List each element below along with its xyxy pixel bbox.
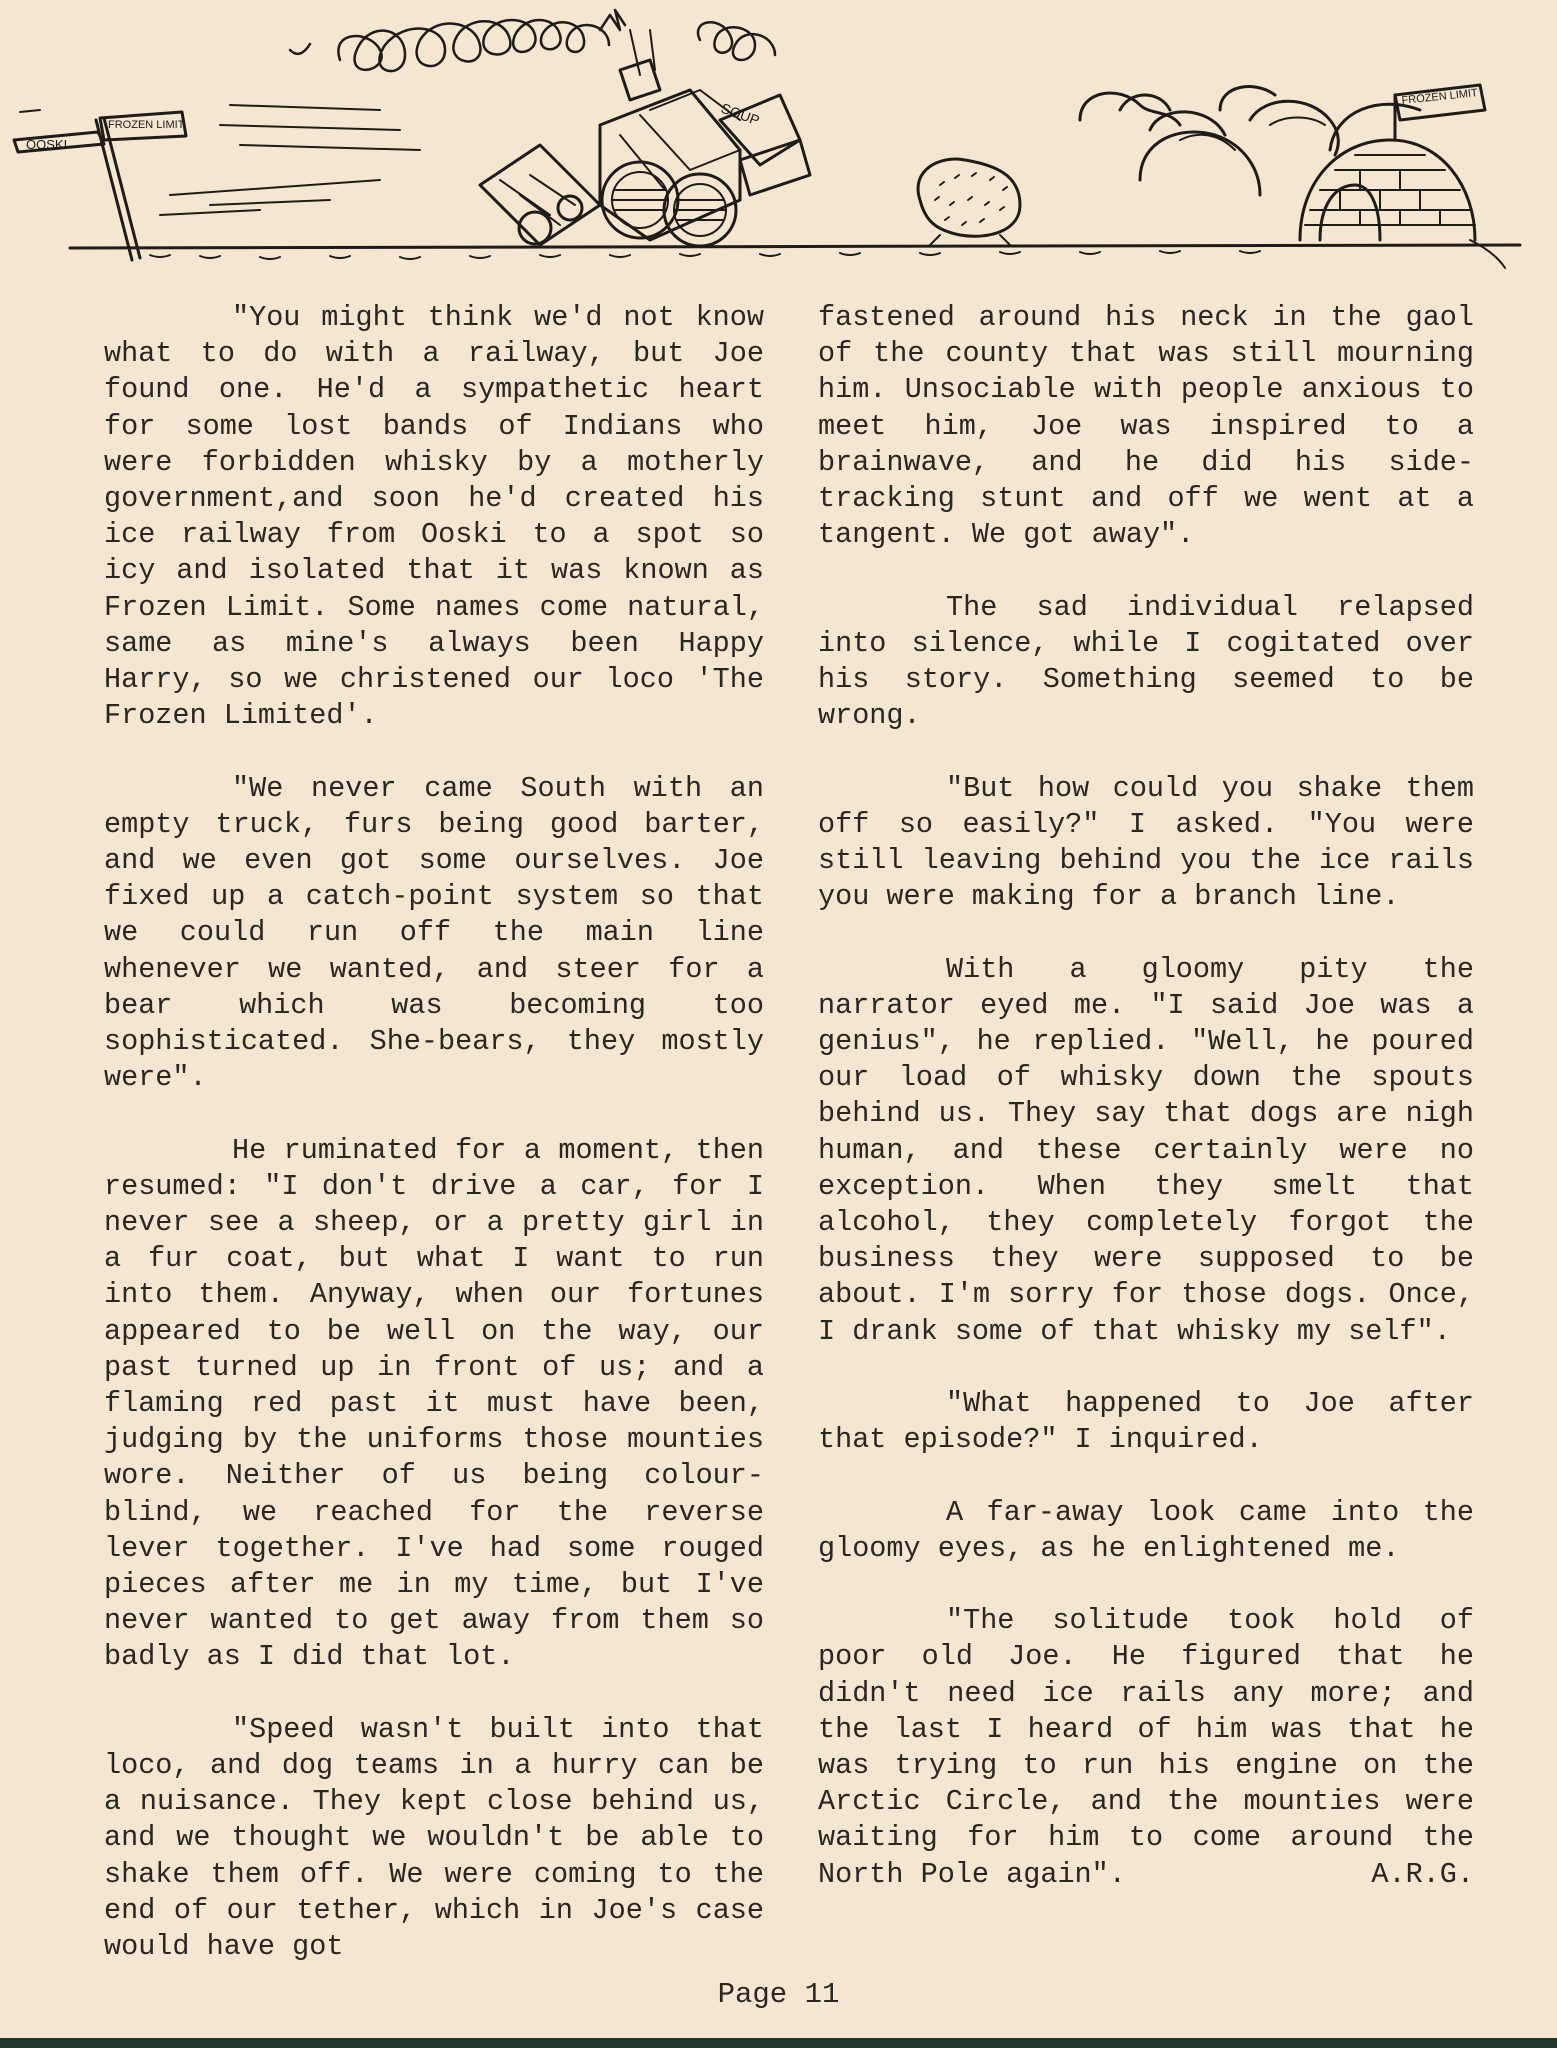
igloos — [1080, 85, 1505, 268]
ground-line — [70, 245, 1520, 259]
page-number: Page 11 — [717, 1978, 840, 2011]
right-column — [818, 300, 1474, 1929]
right-paragraph-1: The sad individual relapsed into silence, while I cogitated over his story. Something seemed to be wrong. — [818, 590, 1474, 733]
left-column — [104, 300, 764, 2001]
right-paragraph-5: A far-away look came into the gloomy eyes, as he enlightened me. — [818, 1495, 1474, 1565]
left-paragraph-2: "We never came South with an empty truck, furs being good barter, and we even got some ourselves. Joe fixed up a catch-point system so that we could run off the main line whenever we wanted, and steer for a bear which was becoming too sophisticated. She-bears, they mostly were". — [104, 771, 764, 1095]
header-illustration — [0, 0, 1557, 290]
right-paragraph-lead: fastened around his neck in the gaol of the county that was still mourning him. Unsociable with people anxious to meet him, Joe was inspired to a brainwave, and he did his side-tracking stunt and off we went at a tangent. We got away". — [818, 301, 1474, 552]
bottom-edge — [0, 2038, 1557, 2048]
right-paragraph-2: "But how could you shake them off so easily?" I asked. "You were still leaving behind you the ice rails you were making for a branch line. — [818, 771, 1474, 914]
bear-creature — [918, 159, 1020, 245]
left-paragraph-1: "You might think we'd not know what to do with a railway, but Joe found one. He'd a sympathetic heart for some lost bands of Indians who were forbidden whisky by a motherly government,and soon he'd created his ice railway from Ooski to a spot so icy and isolated that it was known as Frozen Limit. Some names come natural, same as mine's always been Happy Harry, so we christened our loco 'The Frozen Limited'. — [104, 301, 764, 733]
locomotive — [480, 30, 810, 246]
sign-ooski-text: OOSKI — [26, 137, 68, 152]
right-paragraph-last-text: "The solitude took hold of poor old Joe. He figured that he didn't need ice rails any more; and the last I heard of him was that he was trying to run his engine on the Arctic Circle, and the mounties were waiting for him to come around the North Pole again". — [818, 1604, 1474, 1891]
engine-label-text: SOUP — [718, 99, 762, 129]
left-paragraph-3: He ruminated for a moment, then resumed: "I don't drive a car, for I never see a sheep, or a pretty girl in a fur coat, but what I want to run into them. Anyway, when our fortunes appeared to be well on the way, our past turned up in front of us; and a flaming red past it must have been, judging by the uniforms those mounties wore. Neither of us being colour-blind, we reached for the reverse lever together. I've had some rouged pieces after me in my time, but I've never wanted to get away from them so badly as I did that lot. — [104, 1133, 764, 1674]
speed-lines — [20, 105, 420, 215]
sign-frozen-limit-text: FROZEN LIMIT — [108, 119, 185, 131]
left-paragraph-4: "Speed wasn't built into that loco, and dog teams in a hurry can be a nuisance. They kept close behind us, and we thought we wouldn't be able to shake them off. We were coming to the end of our tether, which in Joe's case would have got — [104, 1712, 764, 1964]
right-paragraph-4: "What happened to Joe after that episode?" I inquired. — [818, 1387, 1474, 1457]
author-signature: A.R.G. — [1371, 1857, 1474, 1891]
smoke-loops — [290, 10, 775, 71]
signpost-ooski-frozen-limit — [14, 112, 186, 260]
igloo-sign-text: FROZEN LIMIT — [1401, 87, 1479, 107]
right-paragraph-last — [818, 1603, 1474, 1893]
right-paragraph-3: With a gloomy pity the narrator eyed me. "I said Joe was a genius", he replied. "Well, he poured our load of whisky down the spouts behind us. They say that dogs are nigh human, and these certainly were no exception. When they smelt that alcohol, they completely forgot the business they were supposed to be about. I'm sorry for those dogs. Once, I drank some of that whisky my self". — [818, 952, 1474, 1348]
